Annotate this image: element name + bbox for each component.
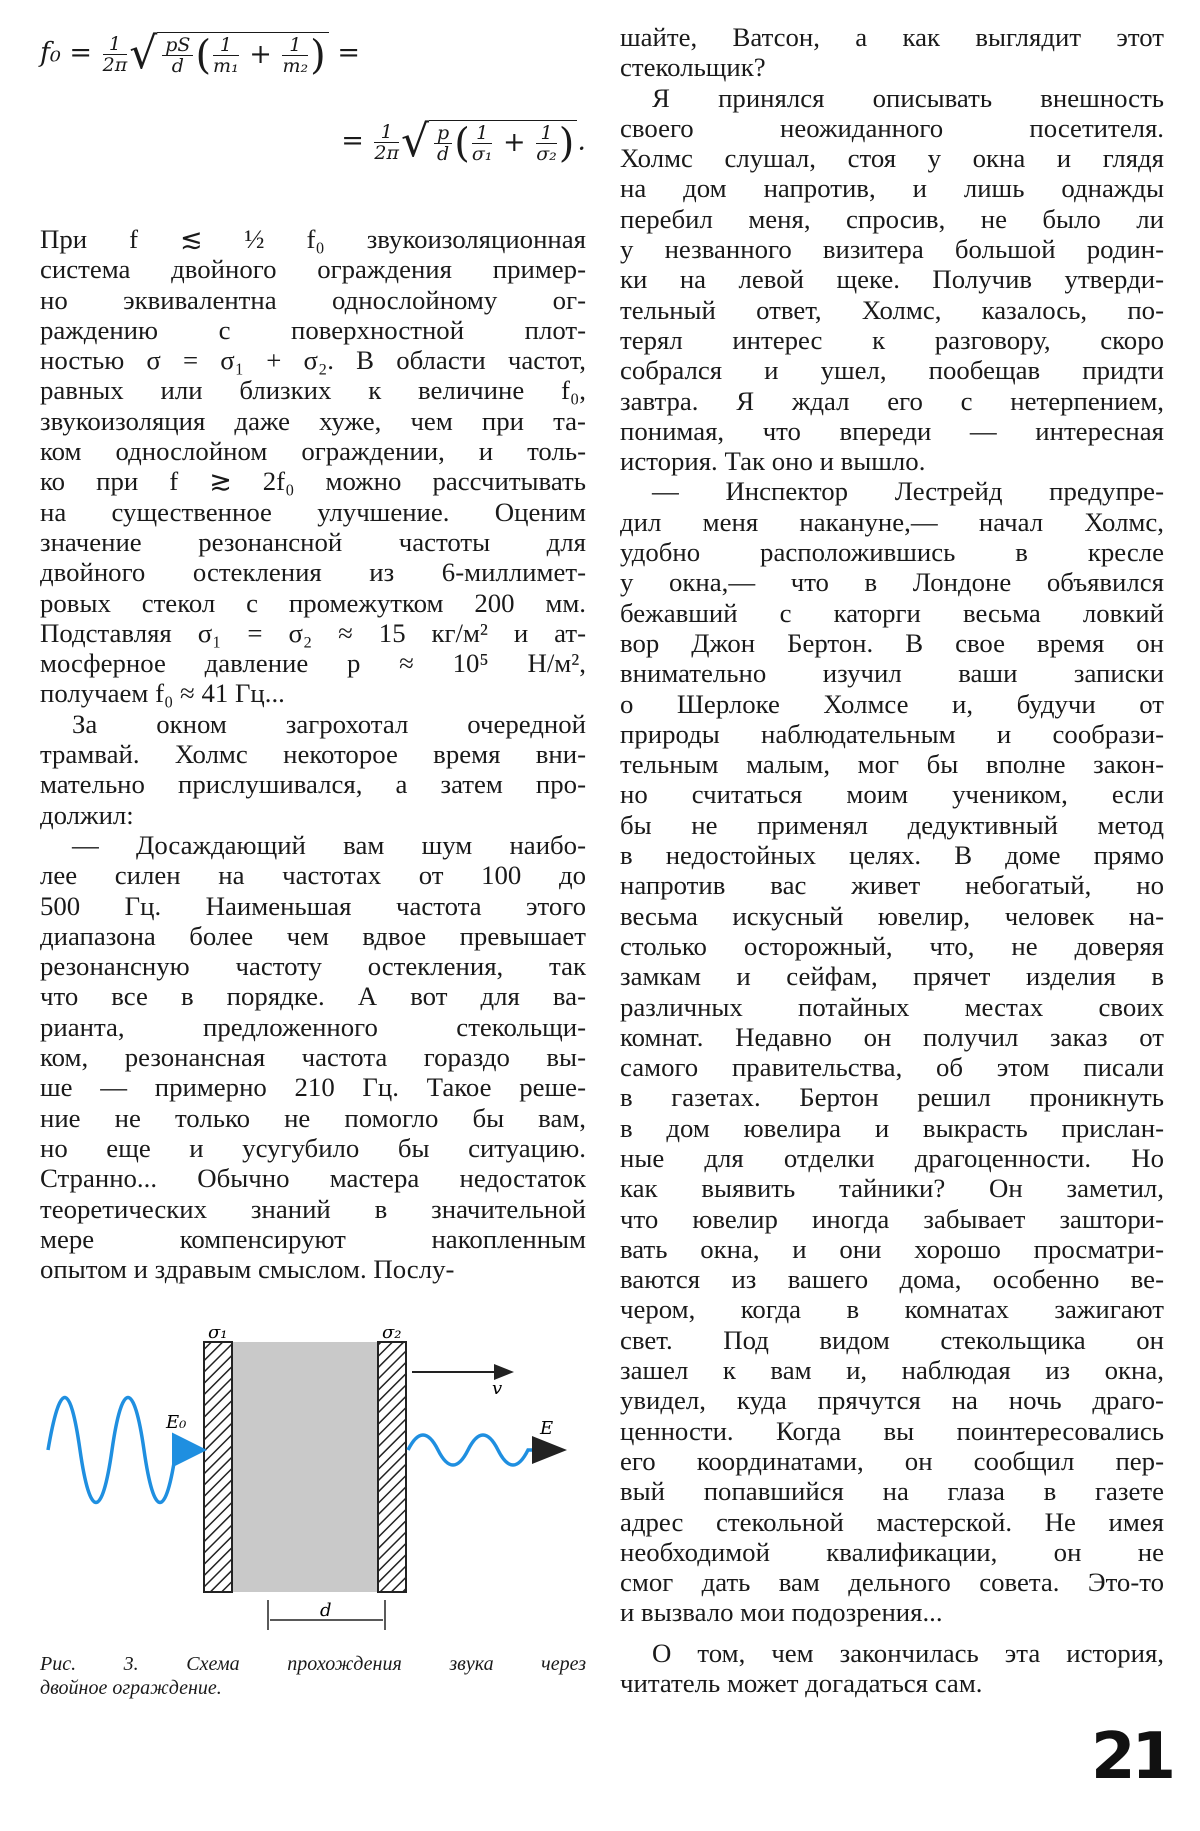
text-line: ко при f ≳ 2f₀ можно рассчитывать — [40, 466, 586, 497]
text-line: в дом ювелира и выкрасть прислан- — [620, 1112, 1164, 1143]
label-d: d — [320, 1600, 332, 1621]
frac-den: d — [437, 143, 450, 165]
text-line: замкам и сейфам, прячет изделия в — [620, 961, 1164, 992]
left-text-body — [40, 224, 586, 1284]
text-line: ровых стекол с промежутком 200 мм. — [40, 587, 586, 618]
text-line: — Досаждающий вам шум наибо- — [72, 829, 586, 860]
text-line: трамвай. Холмс некоторое время вни- — [40, 739, 586, 770]
text-line: различных потайных местах своих — [620, 991, 1164, 1022]
text-line: тельным малым, мог бы вполне закон- — [620, 749, 1164, 780]
text-line: смог дать вам дельного совета. Это-то — [620, 1567, 1164, 1598]
text-line: — Инспектор Лестрейд предупре- — [652, 476, 1164, 507]
text-line: мосферное давление p ≈ 10⁵ Н/м², — [40, 648, 586, 679]
text-line: опытом и здравым смыслом. Послу- — [40, 1254, 455, 1285]
text-line: в газетах. Бертон решил проникнуть — [620, 1082, 1164, 1113]
frac-1-m2 — [282, 35, 308, 76]
frac-1-2pi-2 — [374, 122, 399, 163]
formula-line-1 — [40, 28, 360, 79]
text-line: столько осторожный, что, не доверяя — [620, 930, 1164, 961]
text-line: на существенное улучшение. Оценим — [40, 496, 586, 527]
text-line: рианта, предложенного стекольщи- — [40, 1011, 586, 1042]
figure-svg — [40, 1320, 586, 1650]
radicand-2: $\frac{p}{d}$ ( $\frac{1}{\text{σ₁}}$ + $\frac{1}{\text{σ₂}}$ ) — [429, 120, 577, 164]
frac-num: 1 — [374, 122, 399, 143]
text-line: и вызвало мои подозрения... — [620, 1597, 943, 1628]
text-line: собрался и ушел, пообещав придти — [620, 355, 1164, 386]
text-line: напротив вас живет небогатый, но — [620, 870, 1164, 901]
frac-1-s2 — [536, 123, 557, 164]
text-line: диапазона более чем вдвое превышает — [40, 920, 586, 951]
frac-num: 1 — [282, 35, 308, 56]
formula-lhs: f₀ = — [40, 37, 93, 69]
radical-sign-2: √ — [400, 116, 430, 167]
text-line: вый попавшийся на глаза в газете — [620, 1476, 1164, 1507]
text-line: перебил меня, спросив, не было ли — [620, 203, 1164, 234]
text-line: что все в порядке. А вот для ва- — [40, 981, 586, 1012]
left-column — [40, 22, 586, 1284]
label-sigma1: σ₁ — [208, 1322, 228, 1343]
text-line: 500 Гц. Наименьшая частота этого — [40, 890, 586, 921]
text-line: Холмс слушал, стоя у окна и глядя — [620, 143, 1164, 174]
text-line: бежавший с каторги весьма ловкий — [620, 597, 1164, 628]
paren-open-2: ( — [454, 120, 470, 167]
frac-num: 1 — [103, 34, 128, 55]
radicand-1: $\frac{pS}{d}$ ( $\frac{1}{\text{m₁}}$ + $\frac{1}{\text{m₂}}$ ) — [157, 32, 328, 76]
paren-close: ) — [310, 32, 326, 79]
text-line: завтра. Я ждал его с нетерпением, — [620, 385, 1164, 416]
formula-line-2: = $\frac{1}{2\pi}$ √ $\frac{p}{d}$ ( $\frac{1}{\text{σ₁}}$ + $\frac{1}{\text{σ₂}}$ ) . — [341, 116, 586, 167]
text-line: удобно расположившись в кресле — [620, 537, 1164, 568]
text-line: необходимой квалификации, он не — [620, 1536, 1164, 1567]
text-line: ние не только не помогло бы вам, — [40, 1102, 586, 1133]
text-line: чером, когда в комнатах зажигают — [620, 1294, 1164, 1325]
frac-den: σ₁ — [471, 143, 493, 165]
paren-open: ( — [195, 32, 212, 79]
text-line: у незванного визитера большой родин- — [620, 234, 1164, 265]
text-line: ком, резонансная частота гораздо вы- — [40, 1042, 586, 1073]
frac-1-2pi — [103, 34, 128, 75]
text-line: читатель может догадаться сам. — [620, 1668, 983, 1699]
text-line: зашел к вам и, наблюдая из окна, — [620, 1355, 1164, 1386]
text-line: резонансную частоту остекления, так — [40, 951, 586, 982]
label-E0: E₀ — [166, 1412, 187, 1433]
text-line: мере компенсируют накопленным — [40, 1223, 586, 1254]
text-line: природы наблюдательным и сообрази- — [620, 718, 1164, 749]
frac-num: p — [434, 123, 452, 144]
text-line: свет. Под видом стекольщика он — [620, 1324, 1164, 1355]
text-line: вать окна, и они хорошо просматри- — [620, 1233, 1164, 1264]
paren-close-2: ) — [558, 120, 575, 167]
frac-num: 1 — [472, 123, 493, 144]
right-text-body — [620, 22, 1164, 1698]
text-line: О том, чем закончилась эта история, — [652, 1637, 1164, 1668]
figure-caption — [40, 1652, 586, 1700]
text-line: но еще и усугубило бы ситуацию. — [40, 1132, 586, 1163]
formula-equals-2: = — [341, 125, 364, 157]
text-line: ше — примерно 210 Гц. Такое реше- — [40, 1072, 586, 1103]
text-line: мательно прислушивался, а затем про- — [40, 769, 586, 800]
text-line: ваются из вашего дома, особенно ве- — [620, 1264, 1164, 1295]
text-line: получаем f₀ ≈ 41 Гц... — [40, 678, 285, 709]
text-line: понимая, что впереди — интересная — [620, 415, 1164, 446]
text-line: система двойного ограждения пример- — [40, 254, 586, 285]
frac-pS-d — [162, 35, 193, 76]
text-line: о Шерлоке Холмсе и, будучи от — [620, 688, 1164, 719]
text-line: Странно... Обычно мастера недостаток — [40, 1163, 586, 1194]
text-line: его координатами, он сообщил пер- — [620, 1445, 1164, 1476]
text-line: своего неожиданного посетителя. — [620, 112, 1164, 143]
text-line: увидел, куда прячутся на ночь драго- — [620, 1385, 1164, 1416]
text-line: но эквивалентна однослойному ог- — [40, 284, 586, 315]
caption-line: двойное ограждение. — [40, 1677, 222, 1699]
text-line: вор Джон Бертон. В свое время он — [620, 627, 1164, 658]
frac-num: 1 — [213, 35, 239, 56]
text-line: ностью σ = σ₁ + σ₂. В области частот, — [40, 345, 586, 376]
text-line: равных или близких к величине f₀, — [40, 375, 586, 406]
text-line: ные для отделки драгоценности. Но — [620, 1142, 1164, 1173]
text-line: теоретических знаний в значительной — [40, 1193, 586, 1224]
frac-1-m1 — [213, 35, 239, 76]
text-line: двойного остекления из 6-миллимет- — [40, 557, 586, 588]
text-line: значение резонансной частоты для — [40, 526, 586, 557]
text-line: Я принялся описывать внешность — [652, 82, 1164, 113]
text-line: стекольщик? — [620, 52, 766, 83]
text-line: весьма искусный ювелир, человек на- — [620, 900, 1164, 931]
paragraph-gap — [620, 1628, 1164, 1638]
text-line: внимательно изучил ваши записки — [620, 658, 1164, 689]
text-line: За окном загрохотал очередной — [72, 708, 586, 739]
text-line: ком однослойном ограждении, и толь- — [40, 436, 586, 467]
text-line: у окна,— что в Лондоне объявился — [620, 567, 1164, 598]
frac-num: 1 — [536, 123, 557, 144]
text-line: должил: — [40, 799, 134, 830]
frac-den: m₂ — [282, 55, 309, 77]
text-line: звукоизоляция даже хуже, чем при та- — [40, 405, 586, 436]
frac-p-d — [434, 123, 452, 164]
text-line: история. Так оно и вышло. — [620, 446, 926, 477]
page-number: 21 — [1090, 1720, 1172, 1794]
radical-sign: √ — [129, 28, 158, 79]
text-line: бы не применял дедуктивный метод — [620, 809, 1164, 840]
text-line: на дом напротив, и лишь однажды — [620, 173, 1164, 204]
right-column — [620, 22, 1164, 1698]
label-E: E — [540, 1418, 554, 1439]
text-line: ценности. Когда вы поинтересовались — [620, 1415, 1164, 1446]
text-line: что ювелир иногда забывает заштори- — [620, 1203, 1164, 1234]
text-line: дил меня накануне,— начал Холмс, — [620, 506, 1164, 537]
caption-line: Рис. 3. Схема прохождения звука через — [40, 1653, 586, 1675]
text-line: терял интерес к разговору, скоро — [620, 324, 1164, 355]
label-sigma2: σ₂ — [382, 1322, 402, 1343]
text-line: При f ≲ ½ f₀ звукоизоляционная — [40, 224, 586, 254]
text-line: как выявить тайники? Он заметил, — [620, 1173, 1164, 1204]
barrier-left — [204, 1342, 232, 1592]
frac-den: d — [171, 55, 184, 77]
frac-den: σ₂ — [536, 143, 557, 165]
text-line: но считаться моим учеником, если — [620, 779, 1164, 810]
text-line: раждению с поверхностной плот- — [40, 314, 586, 345]
text-line: ки на левой щеке. Получив утверди- — [620, 264, 1164, 295]
text-line: Подставляя σ₁ = σ₂ ≈ 15 кг/м² и ат- — [40, 617, 586, 648]
label-v: v — [492, 1378, 503, 1399]
text-line: в недостойных целях. В доме прямо — [620, 840, 1164, 871]
resonance-formula — [40, 22, 586, 224]
frac-den: m₁ — [213, 55, 239, 77]
text-line: комнат. Недавно он получил заказ от — [620, 1021, 1164, 1052]
text-line: тельный ответ, Холмс, казалось, по- — [620, 294, 1164, 325]
air-gap — [230, 1342, 380, 1592]
figure-double-barrier — [40, 1320, 586, 1650]
barrier-right — [378, 1342, 406, 1592]
transmitted-wave — [408, 1435, 560, 1465]
frac-den: 2π — [102, 53, 128, 76]
formula-equals: = — [337, 37, 360, 69]
frac-1-s1 — [472, 123, 493, 164]
text-line: адрес стекольной мастерской. Не имея — [620, 1506, 1164, 1537]
text-line: самого правительства, об этом писали — [620, 1052, 1164, 1083]
frac-num: pS — [162, 35, 193, 56]
text-line: лее силен на частотах от 100 до — [40, 860, 586, 891]
text-line: шайте, Ватсон, а как выглядит этот — [620, 22, 1164, 52]
frac-den: 2π — [374, 141, 399, 164]
